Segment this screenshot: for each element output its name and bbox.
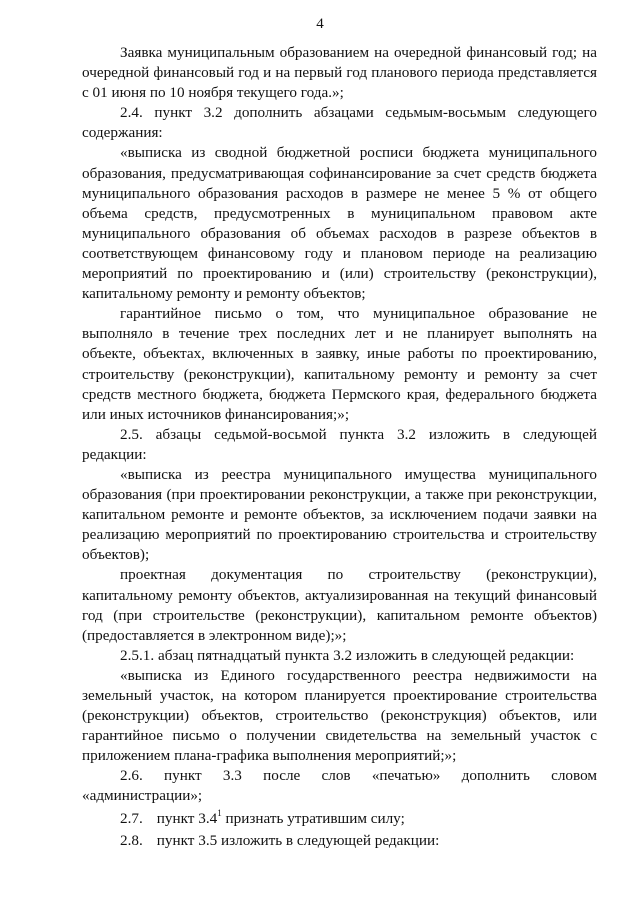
item-text-after: признать утратившим силу; (221, 809, 405, 827)
paragraph-item-2-7 (82, 809, 597, 829)
paragraph-budget-extract: «выписка из сводной бюджетной росписи бюджета муниципального образования, предусматривающая софинансирование за счет средств бюджета муниципального образования расходов в размере не менее 5 % от общего объема средств, предусмотренных в муниципальном правовом акте муниципального образования об объемах расходов в разрезе объектов в соответствующем финансовому году и плановом периоде на реализацию мероприятий по проектированию и (или) строительству (реконструкции), капитальному ремонту и ремонту объектов; (82, 144, 597, 303)
item-number: 2.7. (120, 809, 143, 827)
paragraph-application-deadline: Заявка муниципальным образованием на очередной финансовый год; на очередной финансовый год и на первый год планового периода представляется с 01 июня по 10 ноября текущего года.»; (82, 44, 597, 102)
paragraph-property-register-extract: «выписка из реестра муниципального имущества муниципального образования (при проектировании реконструкции, а также при реконструкции, капитальном ремонте и ремонте объектов, за исключением подачи заявки на реализацию мероприятий по проектированию строительства и строительству объектов); (82, 465, 597, 564)
item-text-before: пункт 3.4 (156, 809, 218, 827)
document-body (82, 43, 597, 851)
paragraph-item-2-5: 2.5. абзацы седьмой-восьмой пункта 3.2 изложить в следующей редакции: (82, 425, 597, 463)
paragraph-item-2-5-1: 2.5.1. абзац пятнадцатый пункта 3.2 изложить в следующей редакции: (120, 646, 575, 664)
superscript: 1 (217, 807, 222, 818)
paragraph-item-2-6: 2.6. пункт 3.3 после слов «печатью» дополнить словом «администрации»; (82, 767, 597, 805)
paragraph-item-2-4: 2.4. пункт 3.2 дополнить абзацами седьмым-восьмым следующего содержания: (82, 104, 597, 142)
paragraph-project-documentation: проектная документация по строительству (реконструкции), капитальному ремонту объектов, актуализированная на текущий финансовый год (при строительстве (реконструкции), капитальном ремонте объектов) (предоставляется в электронном виде);»; (82, 566, 597, 644)
paragraph-real-estate-register-extract: «выписка из Единого государственного реестра недвижимости на земельный участок, на котором планируется проектирование строительства (реконструкции) объектов, строительство (реконструкция) объектов, или гарантийное письмо о получении свидетельства на земельный участок с приложением плана-графика выполнения мероприятий;»; (82, 666, 597, 765)
paragraph-guarantee-letter: гарантийное письмо о том, что муниципальное образование не выполняло в течение трех последних лет и не планирует выполнять на объекте, объектах, включенных в заявку, иные работы по проектированию, строительству (реконструкции), капитальному ремонту и ремонту за счет средств местного бюджета, бюджета Пермского края, федерального бюджета или иных источников финансирования;»; (82, 305, 597, 423)
paragraph-item-2-8 (82, 831, 597, 851)
item-text (157, 809, 405, 829)
page-number: 4 (316, 16, 324, 32)
item-text: пункт 3.5 изложить в следующей редакции: (156, 831, 440, 849)
item-number: 2.8. (120, 831, 143, 849)
